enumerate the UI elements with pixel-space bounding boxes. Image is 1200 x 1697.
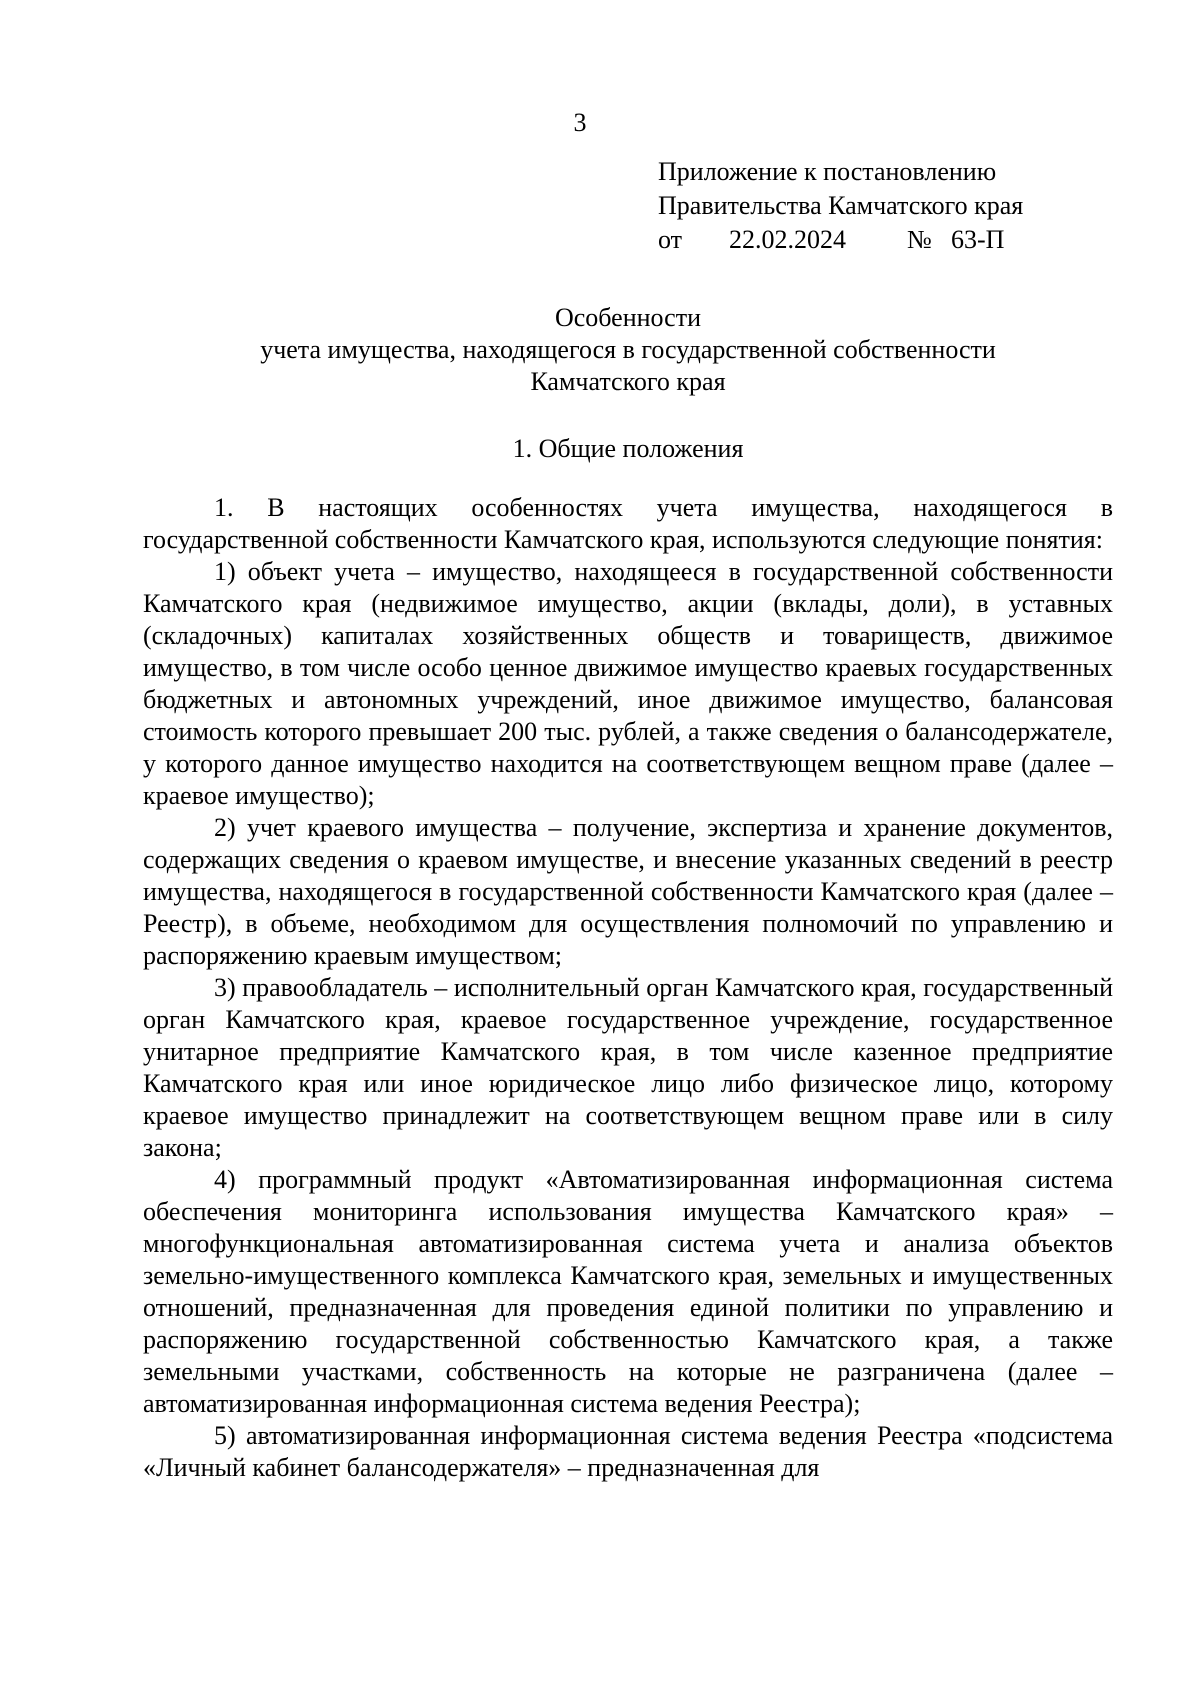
annex-header [658, 155, 1023, 257]
section-heading: 1. Общие положения [512, 434, 744, 463]
body-text [143, 492, 1113, 1484]
page-number: 3 [573, 108, 587, 137]
paragraph-1: 1. В настоящих особенностях учета имущества, находящегося в государственной собственности Камчатского края, используются следующие понятия: [143, 493, 1113, 554]
paragraph-item-2: 2) учет краевого имущества – получение, экспертиза и хранение документов, содержащих сведения о краевом имуществе, и внесение указанных сведений в реестр имущества, находящегося в государственной собственности Камчатского края (далее – Реестр), в объеме, необходимом для осуществления полномочий по управлению и распоряжению краевым имуществом; [143, 813, 1113, 970]
paragraph-item-1: 1) объект учета – имущество, находящееся в государственной собственности Камчатского края (недвижимое имущество, акции (вклады, доли), в уставных (складочных) капиталах хозяйственных обществ и товариществ, движимое имущество, в том числе особо ценное движимое имущество краевых государственных бюджетных и автономных учреждений, иное движимое имущество, балансовая стоимость которого превышает 200 тыс. рублей, а также сведения о балансодержателе, у которого данное имущество находится на соответствующем вещном праве (далее – краевое имущество); [143, 557, 1113, 810]
annex-line-2: Правительства Камчатского края [658, 191, 1024, 220]
document-title [143, 302, 1113, 398]
title-line-2: учета имущества, находящегося в государственной собственности [260, 335, 996, 364]
paragraph-item-5: 5) автоматизированная информационная система ведения Реестра «подсистема «Личный кабинет балансодержателя» – предназначенная для [143, 1421, 1113, 1482]
annex-line-1: Приложение к постановлению [658, 157, 997, 186]
title-line-1: Особенности [554, 303, 702, 332]
annex-number-sign: № [907, 225, 932, 254]
title-line-3: Камчатского края [530, 367, 726, 396]
paragraph-item-3: 3) правообладатель – исполнительный орган Камчатского края, государственный орган Камчатского края, краевое государственное учреждение, государственное унитарное предприятие Камчатского края, в том числе казенное предприятие Камчатского края или иное юридическое лицо либо физическое лицо, которому краевое имущество принадлежит на соответствующем вещном праве или в силу закона; [143, 973, 1113, 1162]
annex-date: 22.02.2024 [729, 225, 846, 254]
annex-number: 63-П [951, 225, 1005, 254]
annex-from-label: от [658, 225, 683, 254]
annex-date-number [658, 223, 1023, 257]
paragraph-item-4: 4) программный продукт «Автоматизированная информационная система обеспечения мониторинга использования имущества Камчатского края» – многофункциональная автоматизированная система учета и анализа объектов земельно-имущественного комплекса Камчатского края, земельных и имущественных отношений, предназначенная для проведения единой политики по управлению и распоряжению государственной собственностью Камчатского края, а также земельными участками, собственность на которые не разграничена (далее – автоматизированная информационная система ведения Реестра); [143, 1165, 1113, 1418]
